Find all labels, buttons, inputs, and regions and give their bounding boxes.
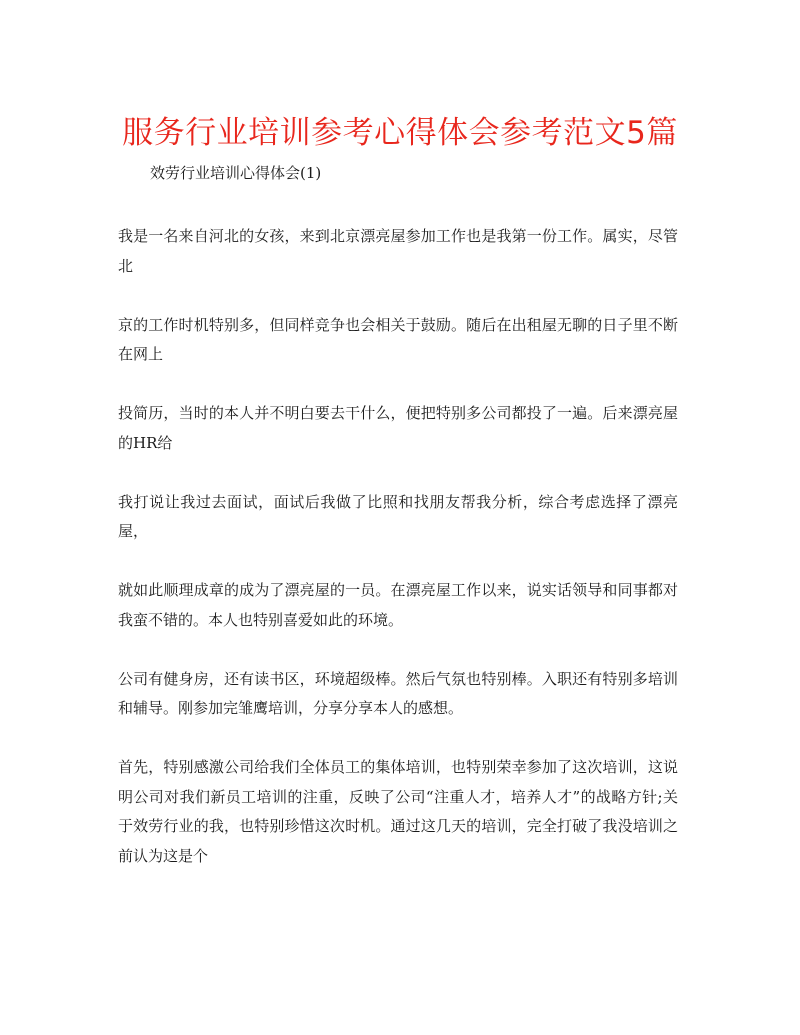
paragraph: 首先，特别感激公司给我们全体员工的集体培训，也特别荣幸参加了这次培训，这说明公司对我们新员工培训的注重，反映了公司“注重人才，培养人才”的战略方针;关于效劳行业的我，也特别珍惜这次时机。通过这几天的培训，完全打破了我没培训之前认为这是个 bbox=[118, 758, 678, 865]
document-title: 服务行业培训参考心得体会参考范文5篇 bbox=[122, 115, 678, 151]
paragraph: 我打说让我过去面试，面试后我做了比照和找朋友帮我分析，综合考虑选择了漂亮屋， bbox=[118, 492, 678, 540]
paragraph: 我是一名来自河北的女孩，来到北京漂亮屋参加工作也是我第一份工作。属实，尽管北 bbox=[118, 227, 678, 275]
paragraph: 京的工作时机特别多，但同样竞争也会相关于鼓励。随后在出租屋无聊的日子里不断在网上 bbox=[118, 315, 678, 363]
paragraph: 投简历，当时的本人并不明白要去干什么，便把特别多公司都投了一遍。后来漂亮屋的HR给 bbox=[118, 404, 678, 452]
document-subtitle: 效劳行业培训心得体会(1) bbox=[150, 164, 322, 182]
paragraph: 公司有健身房，还有读书区，环境超级棒。然后气氛也特别棒。入职还有特别多培训和辅导。刚参加完雏鹰培训，分享分享本人的感想。 bbox=[118, 669, 678, 717]
paragraph: 就如此顺理成章的成为了漂亮屋的一员。在漂亮屋工作以来，说实话领导和同事都对我蛮不错的。本人也特别喜爱如此的环境。 bbox=[118, 581, 678, 629]
document-body bbox=[118, 222, 678, 901]
